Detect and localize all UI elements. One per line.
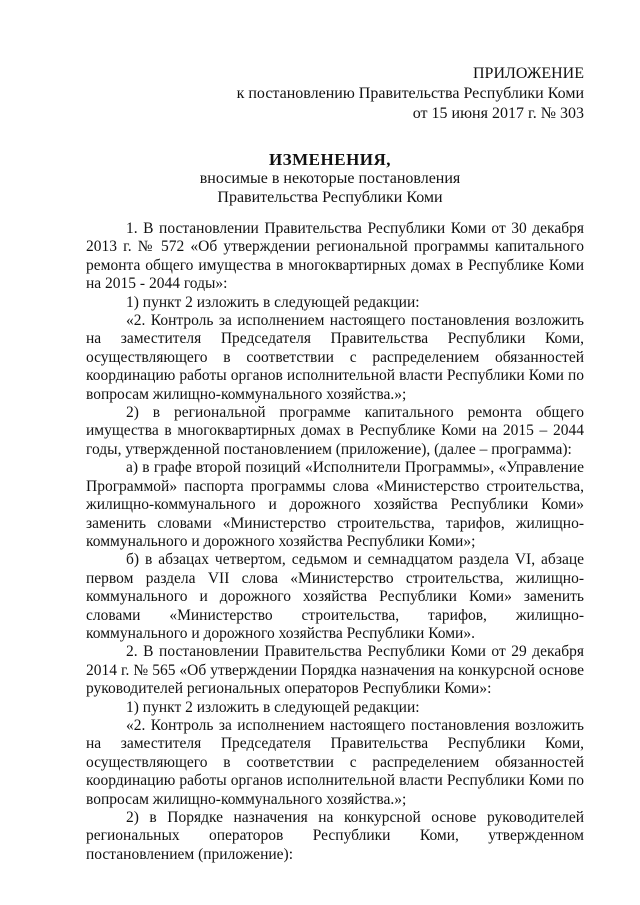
paragraph: б) в абзацах четвертом, седьмом и семнадцатом раздела VI, абзаце первом раздела VII слова «Министерство строительства, жилищно-коммунального и дорожного хозяйства Республики Коми» заменить словами «Министерство строительства, тарифов, жилищно-коммунального и дорожного хозяйства Республики Коми».: [86, 551, 584, 642]
document-subtitle-line2: Правительства Республики Коми: [217, 189, 443, 206]
document-title-block: [80, 150, 580, 207]
paragraph: «2. Контроль за исполнением настоящего постановления возложить на заместителя Председателя Правительства Республики Коми, осуществляющего в соответствии с распределением обязанностей координацию работы органов исполнительной власти Республики Коми по вопросам жилищно-коммунального хозяйства.»;: [86, 312, 584, 403]
paragraph: 1. В постановлении Правительства Республики Коми от 30 декабря 2013 г. № 572 «Об утверждении региональной программы капитального ремонта общего имущества в многоквартирных домах в Республике Коми на 2015 - 2044 годы»:: [86, 220, 584, 293]
paragraph: 1) пункт 2 изложить в следующей редакции:: [126, 293, 420, 311]
document-title: ИЗМЕНЕНИЯ,: [268, 150, 392, 169]
document-subtitle-line1: вносимые в некоторые постановления: [199, 170, 461, 187]
paragraph: «2. Контроль за исполнением настоящего постановления возложить на заместителя Председателя Правительства Республики Коми, осуществляющего в соответствии с распределением обязанностей координацию работы органов исполнительной власти Республики Коми по вопросам жилищно-коммунального хозяйства.»;: [86, 716, 584, 808]
paragraph: 1) пункт 2 изложить в следующей редакции:: [126, 698, 420, 716]
paragraph: 2. В постановлении Правительства Республики Коми от 29 декабря 2014 г. № 565 «Об утверждении Порядка назначения на конкурсной основе руководителей региональных операторов Республики Коми»:: [86, 643, 584, 698]
document-body: [86, 220, 584, 864]
paragraph: а) в графе второй позиций «Исполнители Программы», «Управление Программой» паспорта программы слова «Министерство строительства, жилищно-коммунального и дорожного хозяйства Республики Коми» заменить словами «Министерство строительства, тарифов, жилищно-коммунального и дорожного хозяйства Республики Коми»;: [86, 459, 584, 550]
appendix-title: ПРИЛОЖЕНИЕ: [472, 65, 584, 82]
appendix-date: от 15 июня 2017 г. № 303: [412, 105, 584, 122]
appendix-reference: к постановлению Правительства Республики Коми: [236, 85, 584, 102]
appendix-block: [237, 64, 584, 124]
paragraph: 2) в Порядке назначения на конкурсной основе руководителей региональных операторов Республики Коми, утвержденном постановлением (приложение):: [86, 809, 584, 863]
paragraph: 2) в региональной программе капитального ремонта общего имущества в многоквартирных домах в Республике Коми на 2015 – 2044 годы, утвержденной постановлением (приложение), (далее – программа):: [86, 404, 584, 458]
